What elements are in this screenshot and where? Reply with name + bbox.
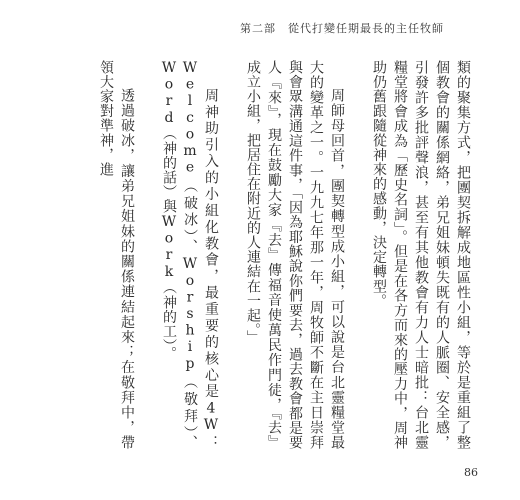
paragraph-continuation: 類的聚集方式，把團契拆解成地區性小組，等於是重組了整個教會的關係網絡，弟兄姐妹頓失既有的人脈圈、安全感，引發許多批評聲浪，甚至有其他教會有力人士暗批：台北靈糧堂將會成為「歷史名詞」。但是在各方而來的壓力中，周神助仍舊跟隨從神來的感動，決定轉型。 bbox=[371, 60, 471, 450]
body-text bbox=[45, 60, 473, 450]
paragraph-icebreak: 透過破冰，讓弟兄姐妹的關係連結起來；在敬拜中，帶領大家對準神，進 bbox=[98, 60, 135, 450]
page-number: 86 bbox=[464, 466, 478, 479]
running-header: 第二部 從代打變任期最長的主任牧師 bbox=[240, 22, 444, 35]
paragraph-small-group-reform: 周師母回首，團契轉型成小組，可以說是台北靈糧堂最大的變革之一。一九九七年那一年，周牧師不斷在主日崇拜與會眾溝通這件事，「因為耶穌說你們要去，過去教會都是要人『來』，現在鼓勵大家『去』傳福音使萬民作門徒，『去』成立小組，把居住在附近的人連結在一起。」 bbox=[245, 60, 345, 450]
paragraph-4w-core: 周神助引入的小組化教會，最重要的核心是4W：Welcome（破冰）、Worship（敬拜）、Word（神的話）與Work（神的工）。 bbox=[161, 60, 219, 450]
